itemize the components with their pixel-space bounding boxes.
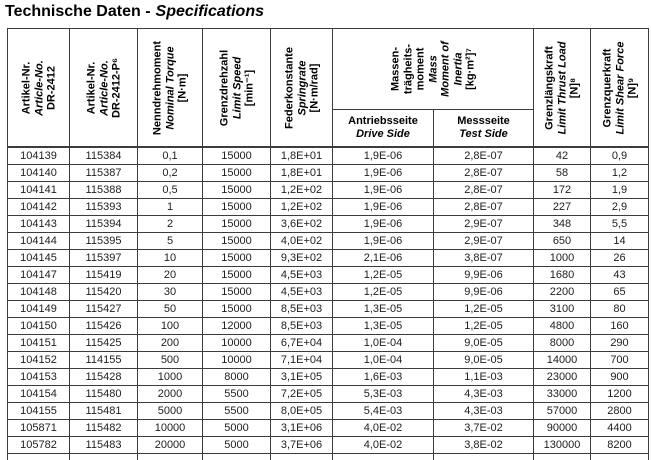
cell-article-no-dr2412p: 114155 [70, 352, 138, 369]
cell-nominal-torque: 10000 [138, 420, 203, 437]
cell-limit-thrust-load: 348 [534, 216, 591, 233]
cell-limit-speed: 8000 [203, 369, 271, 386]
rotated-header-text [151, 33, 189, 143]
subheader-line-en: Drive Side [356, 128, 410, 141]
cell-inertia-drive-side: 1,9E-06 [333, 233, 434, 250]
cell-springrate: 4,5E+03 [271, 284, 333, 301]
cell-limit-thrust-load: 4800 [534, 318, 591, 335]
cell-limit-shear-force: 5,5 [591, 216, 649, 233]
cell-nominal-torque: 5 [138, 233, 203, 250]
cell-article-no-dr2412p: 115427 [70, 301, 138, 318]
header-line-de: Federkonstante [282, 46, 295, 129]
cell-springrate: 1,2E+02 [271, 182, 333, 199]
cell-springrate: 8,5E+03 [271, 318, 333, 335]
header-inertia-group [333, 29, 534, 110]
cell-limit-thrust-load: 42 [534, 147, 591, 165]
cell-limit-thrust-load: 172 [534, 182, 591, 199]
cell-limit-shear-force: 1,9 [591, 182, 649, 199]
cell-nominal-torque: 20000 [138, 437, 203, 454]
cell-nominal-torque: 100 [138, 318, 203, 335]
cell-article-no-dr2412: 104145 [8, 250, 70, 267]
table-row [8, 301, 649, 318]
cell-limit-shear-force: 14 [591, 233, 649, 250]
cell-nominal-torque: 200 [138, 335, 203, 352]
header-line-en: Limit Speed [230, 56, 243, 119]
rotated-header-text [20, 33, 58, 143]
cell-springrate: 8,0E+05 [271, 403, 333, 420]
cell-article-no-dr2412: 104140 [8, 165, 70, 182]
table-row [8, 386, 649, 403]
table-row [8, 335, 649, 352]
cell-inertia-test-side: 9,9E-06 [434, 284, 534, 301]
cell-inertia-test-side: 2,8E-07 [434, 182, 534, 199]
cell-inertia-test-side: 2,8E-07 [434, 165, 534, 182]
cell-nominal-torque: 20 [138, 267, 203, 284]
header-line-en: Nominal Torque [163, 45, 176, 130]
subheader-line-de: Antriebsseite [348, 115, 418, 128]
cell-inertia-test-side: 3,8E-02 [434, 437, 534, 454]
table-row [8, 267, 649, 284]
header-line-en: Mass [426, 55, 439, 83]
cell-article-no-dr2412p: 115387 [70, 165, 138, 182]
page-title [5, 3, 264, 21]
header-line-unit: [min⁻¹] [242, 69, 255, 106]
subheader-test-side [434, 110, 534, 147]
cell-inertia-test-side: 3,7E-02 [434, 420, 534, 437]
cell-nominal-torque: 30 [138, 284, 203, 301]
rotated-header-text [601, 33, 639, 143]
cell-limit-thrust-load: 33000 [534, 386, 591, 403]
cell-article-no-dr2412: 104150 [8, 318, 70, 335]
header-line-de: Grenzquerkraft [600, 48, 613, 127]
table-row [8, 318, 649, 335]
cell-springrate: 1,2E+02 [271, 199, 333, 216]
table-row [8, 233, 649, 250]
cell-springrate: 3,1E+06 [271, 420, 333, 437]
cell-limit-speed: 5000 [203, 420, 271, 437]
table-row [8, 147, 649, 165]
cell-limit-shear-force: 4400 [591, 420, 649, 437]
header-article-no-dr2412p [70, 29, 138, 148]
cell-limit-speed: 15000 [203, 165, 271, 182]
header-line-de: Grenzlängskraft [543, 45, 556, 130]
cell-nominal-torque: 0,1 [138, 147, 203, 165]
table-row [8, 369, 649, 386]
cell-inertia-test-side: 2,8E-07 [434, 199, 534, 216]
header-limit-speed [203, 29, 271, 148]
header-line-unit: DR-2412 [44, 65, 57, 110]
table-row [8, 403, 649, 420]
cell-clipped [203, 454, 271, 460]
cell-limit-shear-force: 700 [591, 352, 649, 369]
cell-article-no-dr2412: 104139 [8, 147, 70, 165]
specifications-table [7, 28, 649, 460]
cell-limit-thrust-load: 57000 [534, 403, 591, 420]
cell-clipped [70, 454, 138, 460]
cell-inertia-test-side: 3,8E-07 [434, 250, 534, 267]
cell-article-no-dr2412p: 115393 [70, 199, 138, 216]
header-line-unit: [N]⁹ [625, 77, 638, 98]
cell-inertia-test-side: 1,2E-05 [434, 318, 534, 335]
cell-article-no-dr2412p: 115425 [70, 335, 138, 352]
cell-limit-shear-force: 26 [591, 250, 649, 267]
title-english: Specifications [155, 3, 264, 20]
cell-inertia-test-side: 2,9E-07 [434, 216, 534, 233]
cell-limit-shear-force: 65 [591, 284, 649, 301]
cell-inertia-drive-side: 5,4E-03 [333, 403, 434, 420]
table-row [8, 437, 649, 454]
cell-springrate: 3,1E+05 [271, 369, 333, 386]
cell-limit-speed: 5000 [203, 437, 271, 454]
rotated-header-text [85, 33, 123, 143]
cell-clipped [591, 454, 649, 460]
header-line-unit: [kg·m²]⁷ [464, 48, 477, 91]
cell-inertia-test-side: 4,3E-03 [434, 386, 534, 403]
table-row [8, 182, 649, 199]
header-line-de: Nenndrehmoment [151, 40, 164, 135]
cell-springrate: 1,8E+01 [271, 165, 333, 182]
header-line-en: Article-No. [97, 59, 110, 116]
cell-article-no-dr2412: 104153 [8, 369, 70, 386]
cell-inertia-drive-side: 1,2E-05 [333, 284, 434, 301]
cell-limit-thrust-load: 2200 [534, 284, 591, 301]
cell-limit-thrust-load: 8000 [534, 335, 591, 352]
cell-article-no-dr2412p: 115397 [70, 250, 138, 267]
cell-inertia-test-side: 9,0E-05 [434, 352, 534, 369]
cell-springrate: 6,7E+04 [271, 335, 333, 352]
cell-inertia-drive-side: 1,9E-06 [333, 199, 434, 216]
cell-inertia-drive-side: 5,3E-03 [333, 386, 434, 403]
cell-article-no-dr2412: 104155 [8, 403, 70, 420]
cell-clipped [434, 454, 534, 460]
header-nominal-torque [138, 29, 203, 148]
cell-inertia-drive-side: 4,0E-02 [333, 420, 434, 437]
cell-article-no-dr2412p: 115420 [70, 284, 138, 301]
header-line-unit: [N]⁸ [568, 77, 581, 98]
cell-limit-speed: 15000 [203, 216, 271, 233]
table-row [8, 352, 649, 369]
header-limit-shear-force [591, 29, 649, 148]
rotated-header-text [389, 32, 477, 106]
cell-article-no-dr2412p: 115388 [70, 182, 138, 199]
rotated-header-text [218, 33, 256, 143]
cell-article-no-dr2412p: 115419 [70, 267, 138, 284]
cell-clipped [8, 454, 70, 460]
header-line-unit: [N·m] [176, 73, 189, 102]
cell-limit-speed: 15000 [203, 199, 271, 216]
cell-article-no-dr2412p: 115394 [70, 216, 138, 233]
cell-inertia-drive-side: 1,0E-04 [333, 335, 434, 352]
rotated-header-text [283, 33, 321, 143]
cell-nominal-torque: 1000 [138, 369, 203, 386]
cell-springrate: 9,3E+02 [271, 250, 333, 267]
cell-limit-thrust-load: 227 [534, 199, 591, 216]
cell-springrate: 4,0E+02 [271, 233, 333, 250]
header-springrate [271, 29, 333, 148]
cell-article-no-dr2412p: 115481 [70, 403, 138, 420]
cell-limit-shear-force: 290 [591, 335, 649, 352]
cell-limit-speed: 15000 [203, 250, 271, 267]
cell-limit-speed: 5500 [203, 386, 271, 403]
cell-springrate: 1,8E+01 [271, 147, 333, 165]
cell-springrate: 7,2E+05 [271, 386, 333, 403]
cell-limit-thrust-load: 130000 [534, 437, 591, 454]
table-row [8, 216, 649, 233]
header-row-main [8, 29, 649, 110]
cell-article-no-dr2412: 105782 [8, 437, 70, 454]
table-row [8, 420, 649, 437]
cell-article-no-dr2412p: 115428 [70, 369, 138, 386]
cell-limit-speed: 15000 [203, 147, 271, 165]
header-line-unit: [N·m/rad] [307, 63, 320, 112]
cell-article-no-dr2412p: 115395 [70, 233, 138, 250]
cell-nominal-torque: 500 [138, 352, 203, 369]
table-row [8, 250, 649, 267]
cell-nominal-torque: 1 [138, 199, 203, 216]
header-line-de: trägheits- [401, 44, 414, 95]
cell-inertia-test-side: 1,1E-03 [434, 369, 534, 386]
header-article-no-dr2412 [8, 29, 70, 148]
cell-inertia-drive-side: 1,2E-05 [333, 267, 434, 284]
cell-limit-thrust-load: 58 [534, 165, 591, 182]
cell-nominal-torque: 10 [138, 250, 203, 267]
cell-springrate: 3,6E+02 [271, 216, 333, 233]
table-body [8, 147, 649, 460]
cell-article-no-dr2412: 104141 [8, 182, 70, 199]
cell-limit-thrust-load: 14000 [534, 352, 591, 369]
cell-limit-thrust-load: 3100 [534, 301, 591, 318]
cell-limit-shear-force: 900 [591, 369, 649, 386]
cell-article-no-dr2412: 104152 [8, 352, 70, 369]
cell-clipped [138, 454, 203, 460]
cell-article-no-dr2412: 104148 [8, 284, 70, 301]
table-header [8, 29, 649, 148]
cell-inertia-test-side: 2,9E-07 [434, 233, 534, 250]
cell-nominal-torque: 2 [138, 216, 203, 233]
cell-article-no-dr2412: 104144 [8, 233, 70, 250]
cell-inertia-drive-side: 1,0E-04 [333, 352, 434, 369]
header-line-en: Moment of [439, 41, 452, 97]
cell-limit-speed: 15000 [203, 182, 271, 199]
subheader-line-de: Messseite [457, 115, 510, 128]
cell-inertia-test-side: 9,9E-06 [434, 267, 534, 284]
cell-limit-thrust-load: 650 [534, 233, 591, 250]
cell-limit-shear-force: 1,2 [591, 165, 649, 182]
table-row [8, 199, 649, 216]
cell-inertia-drive-side: 1,9E-06 [333, 182, 434, 199]
header-line-de: moment [414, 47, 427, 91]
cell-article-no-dr2412p: 115480 [70, 386, 138, 403]
cell-article-no-dr2412: 104142 [8, 199, 70, 216]
table-row [8, 284, 649, 301]
header-line-en: Springrate [295, 60, 308, 116]
title-german: Technische Daten - [5, 3, 151, 20]
cell-inertia-drive-side: 2,1E-06 [333, 250, 434, 267]
cell-article-no-dr2412: 105871 [8, 420, 70, 437]
cell-inertia-drive-side: 4,0E-02 [333, 437, 434, 454]
cell-limit-speed: 10000 [203, 352, 271, 369]
cell-limit-thrust-load: 1680 [534, 267, 591, 284]
header-line-en: Inertia [451, 52, 464, 86]
cell-limit-speed: 5500 [203, 403, 271, 420]
header-line-en: Limit Thrust Load [555, 41, 568, 134]
table-row-clipped [8, 454, 649, 460]
cell-clipped [333, 454, 434, 460]
cell-limit-shear-force: 80 [591, 301, 649, 318]
cell-limit-speed: 15000 [203, 233, 271, 250]
cell-springrate: 4,5E+03 [271, 267, 333, 284]
cell-nominal-torque: 0,2 [138, 165, 203, 182]
cell-limit-thrust-load: 23000 [534, 369, 591, 386]
header-line-de: Artikel-Nr. [19, 61, 32, 114]
cell-limit-thrust-load: 1000 [534, 250, 591, 267]
cell-limit-shear-force: 0,9 [591, 147, 649, 165]
cell-nominal-torque: 0,5 [138, 182, 203, 199]
cell-inertia-test-side: 4,3E-03 [434, 403, 534, 420]
cell-inertia-test-side: 9,0E-05 [434, 335, 534, 352]
cell-springrate: 7,1E+04 [271, 352, 333, 369]
cell-limit-speed: 12000 [203, 318, 271, 335]
cell-limit-thrust-load: 90000 [534, 420, 591, 437]
cell-inertia-drive-side: 1,3E-05 [333, 318, 434, 335]
cell-article-no-dr2412: 104151 [8, 335, 70, 352]
cell-article-no-dr2412p: 115483 [70, 437, 138, 454]
cell-inertia-test-side: 1,2E-05 [434, 301, 534, 318]
header-line-en: Article-No. [32, 59, 45, 116]
cell-limit-speed: 15000 [203, 267, 271, 284]
cell-article-no-dr2412p: 115482 [70, 420, 138, 437]
cell-article-no-dr2412: 104149 [8, 301, 70, 318]
cell-clipped [534, 454, 591, 460]
cell-limit-speed: 10000 [203, 335, 271, 352]
header-line-de: Grenzdrehzahl [217, 49, 230, 126]
header-limit-thrust-load [534, 29, 591, 148]
cell-article-no-dr2412: 104143 [8, 216, 70, 233]
cell-clipped [271, 454, 333, 460]
cell-nominal-torque: 5000 [138, 403, 203, 420]
cell-article-no-dr2412: 104147 [8, 267, 70, 284]
cell-springrate: 3,7E+06 [271, 437, 333, 454]
cell-nominal-torque: 50 [138, 301, 203, 318]
cell-limit-shear-force: 1200 [591, 386, 649, 403]
cell-inertia-drive-side: 1,9E-06 [333, 165, 434, 182]
cell-limit-speed: 15000 [203, 284, 271, 301]
cell-limit-shear-force: 160 [591, 318, 649, 335]
cell-inertia-drive-side: 1,3E-05 [333, 301, 434, 318]
cell-nominal-torque: 2000 [138, 386, 203, 403]
cell-inertia-test-side: 2,8E-07 [434, 147, 534, 165]
subheader-drive-side [333, 110, 434, 147]
cell-limit-shear-force: 8200 [591, 437, 649, 454]
cell-inertia-drive-side: 1,6E-03 [333, 369, 434, 386]
cell-inertia-drive-side: 1,9E-06 [333, 147, 434, 165]
cell-article-no-dr2412p: 115384 [70, 147, 138, 165]
cell-inertia-drive-side: 1,9E-06 [333, 216, 434, 233]
cell-article-no-dr2412: 104154 [8, 386, 70, 403]
cell-limit-shear-force: 2800 [591, 403, 649, 420]
header-line-en: Limit Shear Force [613, 41, 626, 134]
cell-limit-shear-force: 2,9 [591, 199, 649, 216]
cell-limit-speed: 15000 [203, 301, 271, 318]
header-line-de: Massen- [389, 47, 402, 92]
rotated-header-text [543, 33, 581, 143]
cell-article-no-dr2412p: 115426 [70, 318, 138, 335]
header-line-de: Artikel-Nr. [84, 61, 97, 114]
cell-limit-shear-force: 43 [591, 267, 649, 284]
header-line-unit: DR-2412-P⁶ [109, 57, 122, 118]
table-row [8, 165, 649, 182]
cell-springrate: 8,5E+03 [271, 301, 333, 318]
subheader-line-en: Test Side [459, 128, 508, 141]
